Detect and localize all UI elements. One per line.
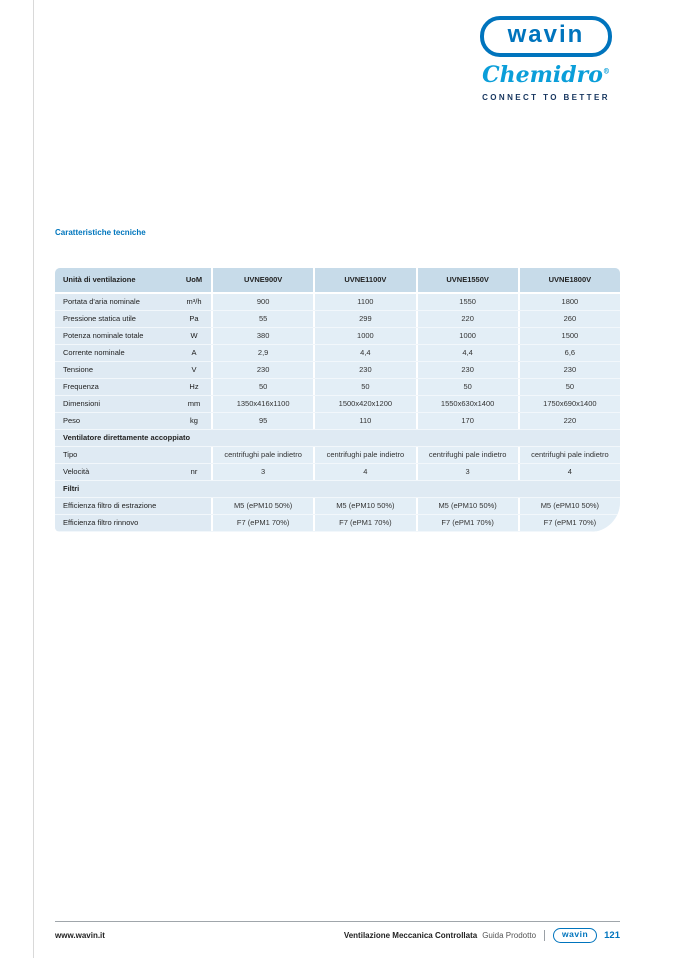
section-label: Filtri: [55, 481, 620, 497]
column-header: UVNE1100V: [313, 268, 415, 292]
table-row: [55, 447, 620, 464]
row-label: Tipo: [55, 447, 177, 463]
column-header: UoM: [185, 275, 203, 285]
row-value: centrifughi pale indietro: [313, 447, 415, 463]
row-value: 110: [313, 413, 415, 429]
table-header-row: [55, 268, 620, 294]
row-value: 1550: [416, 294, 518, 310]
row-value: 1500x420x1200: [313, 396, 415, 412]
row-value: 4: [518, 464, 620, 480]
row-value: 4,4: [313, 345, 415, 361]
wavin-logo-text: wavin: [507, 21, 585, 48]
row-value: 230: [416, 362, 518, 378]
row-value: 299: [313, 311, 415, 327]
section-heading: Caratteristiche tecniche: [55, 228, 146, 237]
row-label: Peso: [55, 413, 177, 429]
row-uom: nr: [177, 464, 211, 480]
row-value: 1500: [518, 328, 620, 344]
row-value: 1100: [313, 294, 415, 310]
row-label: Dimensioni: [55, 396, 177, 412]
row-value: 3: [416, 464, 518, 480]
row-value: 1800: [518, 294, 620, 310]
page-margin-line: [33, 0, 34, 958]
row-value: F7 (ePM1 70%): [211, 515, 313, 531]
table-row: [55, 464, 620, 481]
table-row: [55, 328, 620, 345]
footer-doc-subtitle: Guida Prodotto: [482, 930, 537, 940]
row-uom: [177, 515, 211, 531]
table-row: [55, 515, 620, 532]
footer-wavin-logo: wavin: [553, 928, 597, 943]
row-value: centrifughi pale indietro: [416, 447, 518, 463]
row-value: 230: [211, 362, 313, 378]
row-value: 380: [211, 328, 313, 344]
row-value: 2,9: [211, 345, 313, 361]
table-row: [55, 413, 620, 430]
row-uom: kg: [177, 413, 211, 429]
row-label: Efficienza filtro rinnovo: [55, 515, 177, 531]
row-value: 1000: [416, 328, 518, 344]
row-value: 170: [416, 413, 518, 429]
table-section-row: [55, 430, 620, 447]
row-value: 230: [518, 362, 620, 378]
row-value: M5 (ePM10 50%): [313, 498, 415, 514]
table-row: [55, 498, 620, 515]
row-label: Velocità: [55, 464, 177, 480]
table-row: [55, 345, 620, 362]
row-value: 1750x690x1400: [518, 396, 620, 412]
spec-table: [55, 268, 620, 532]
row-value: 1550x630x1400: [416, 396, 518, 412]
row-value: 220: [518, 413, 620, 429]
row-value: F7 (ePM1 70%): [313, 515, 415, 531]
table-row: [55, 362, 620, 379]
table-row: [55, 294, 620, 311]
row-label: Potenza nominale totale: [55, 328, 177, 344]
row-value: 1350x416x1100: [211, 396, 313, 412]
row-uom: [177, 447, 211, 463]
footer-separator: [544, 930, 545, 941]
row-value: F7 (ePM1 70%): [416, 515, 518, 531]
table-section-row: [55, 481, 620, 498]
row-value: M5 (ePM10 50%): [518, 498, 620, 514]
row-value: 55: [211, 311, 313, 327]
row-value: 6,6: [518, 345, 620, 361]
row-uom: m³/h: [177, 294, 211, 310]
table-row: [55, 311, 620, 328]
column-header: UVNE900V: [211, 268, 313, 292]
row-uom: A: [177, 345, 211, 361]
footer-doc-title: Ventilazione Meccanica Controllata: [343, 930, 478, 940]
row-value: centrifughi pale indietro: [211, 447, 313, 463]
chemidro-logo: [471, 64, 621, 86]
row-value: F7 (ePM1 70%): [518, 515, 620, 531]
row-label: Tensione: [55, 362, 177, 378]
table-row: [55, 379, 620, 396]
table-row: [55, 396, 620, 413]
row-value: 900: [211, 294, 313, 310]
row-uom: V: [177, 362, 211, 378]
row-label: Pressione statica utile: [55, 311, 177, 327]
row-uom: Hz: [177, 379, 211, 395]
row-value: 50: [313, 379, 415, 395]
row-label: Efficienza filtro di estrazione: [55, 498, 177, 514]
footer-right-cluster: [344, 928, 620, 943]
row-value: M5 (ePM10 50%): [211, 498, 313, 514]
section-label: Ventilatore direttamente accoppiato: [55, 430, 620, 446]
row-value: 95: [211, 413, 313, 429]
row-uom: mm: [177, 396, 211, 412]
row-value: 50: [518, 379, 620, 395]
row-value: 4: [313, 464, 415, 480]
column-header: Unità di ventilazione: [63, 275, 136, 285]
row-value: 1000: [313, 328, 415, 344]
row-uom: [177, 498, 211, 514]
row-value: 230: [313, 362, 415, 378]
column-header: UVNE1550V: [416, 268, 518, 292]
row-label: Corrente nominale: [55, 345, 177, 361]
brand-block: [471, 16, 621, 102]
page-number: 121: [604, 929, 620, 941]
registered-mark: ®: [602, 66, 610, 76]
brand-tagline: CONNECT TO BETTER: [482, 93, 610, 102]
row-value: 260: [518, 311, 620, 327]
column-header: UVNE1800V: [518, 268, 620, 292]
page-footer: [55, 928, 620, 943]
chemidro-logo-text: Chemidro: [482, 62, 603, 88]
row-value: 3: [211, 464, 313, 480]
row-value: M5 (ePM10 50%): [416, 498, 518, 514]
footer-website: www.wavin.it: [55, 930, 105, 940]
row-value: 50: [211, 379, 313, 395]
row-label: Frequenza: [55, 379, 177, 395]
row-value: 50: [416, 379, 518, 395]
row-value: 220: [416, 311, 518, 327]
wavin-logo: [480, 16, 613, 57]
footer-divider-line: [55, 921, 620, 922]
row-uom: W: [177, 328, 211, 344]
row-uom: Pa: [177, 311, 211, 327]
row-label: Portata d'aria nominale: [55, 294, 177, 310]
row-value: centrifughi pale indietro: [518, 447, 620, 463]
row-value: 4,4: [416, 345, 518, 361]
